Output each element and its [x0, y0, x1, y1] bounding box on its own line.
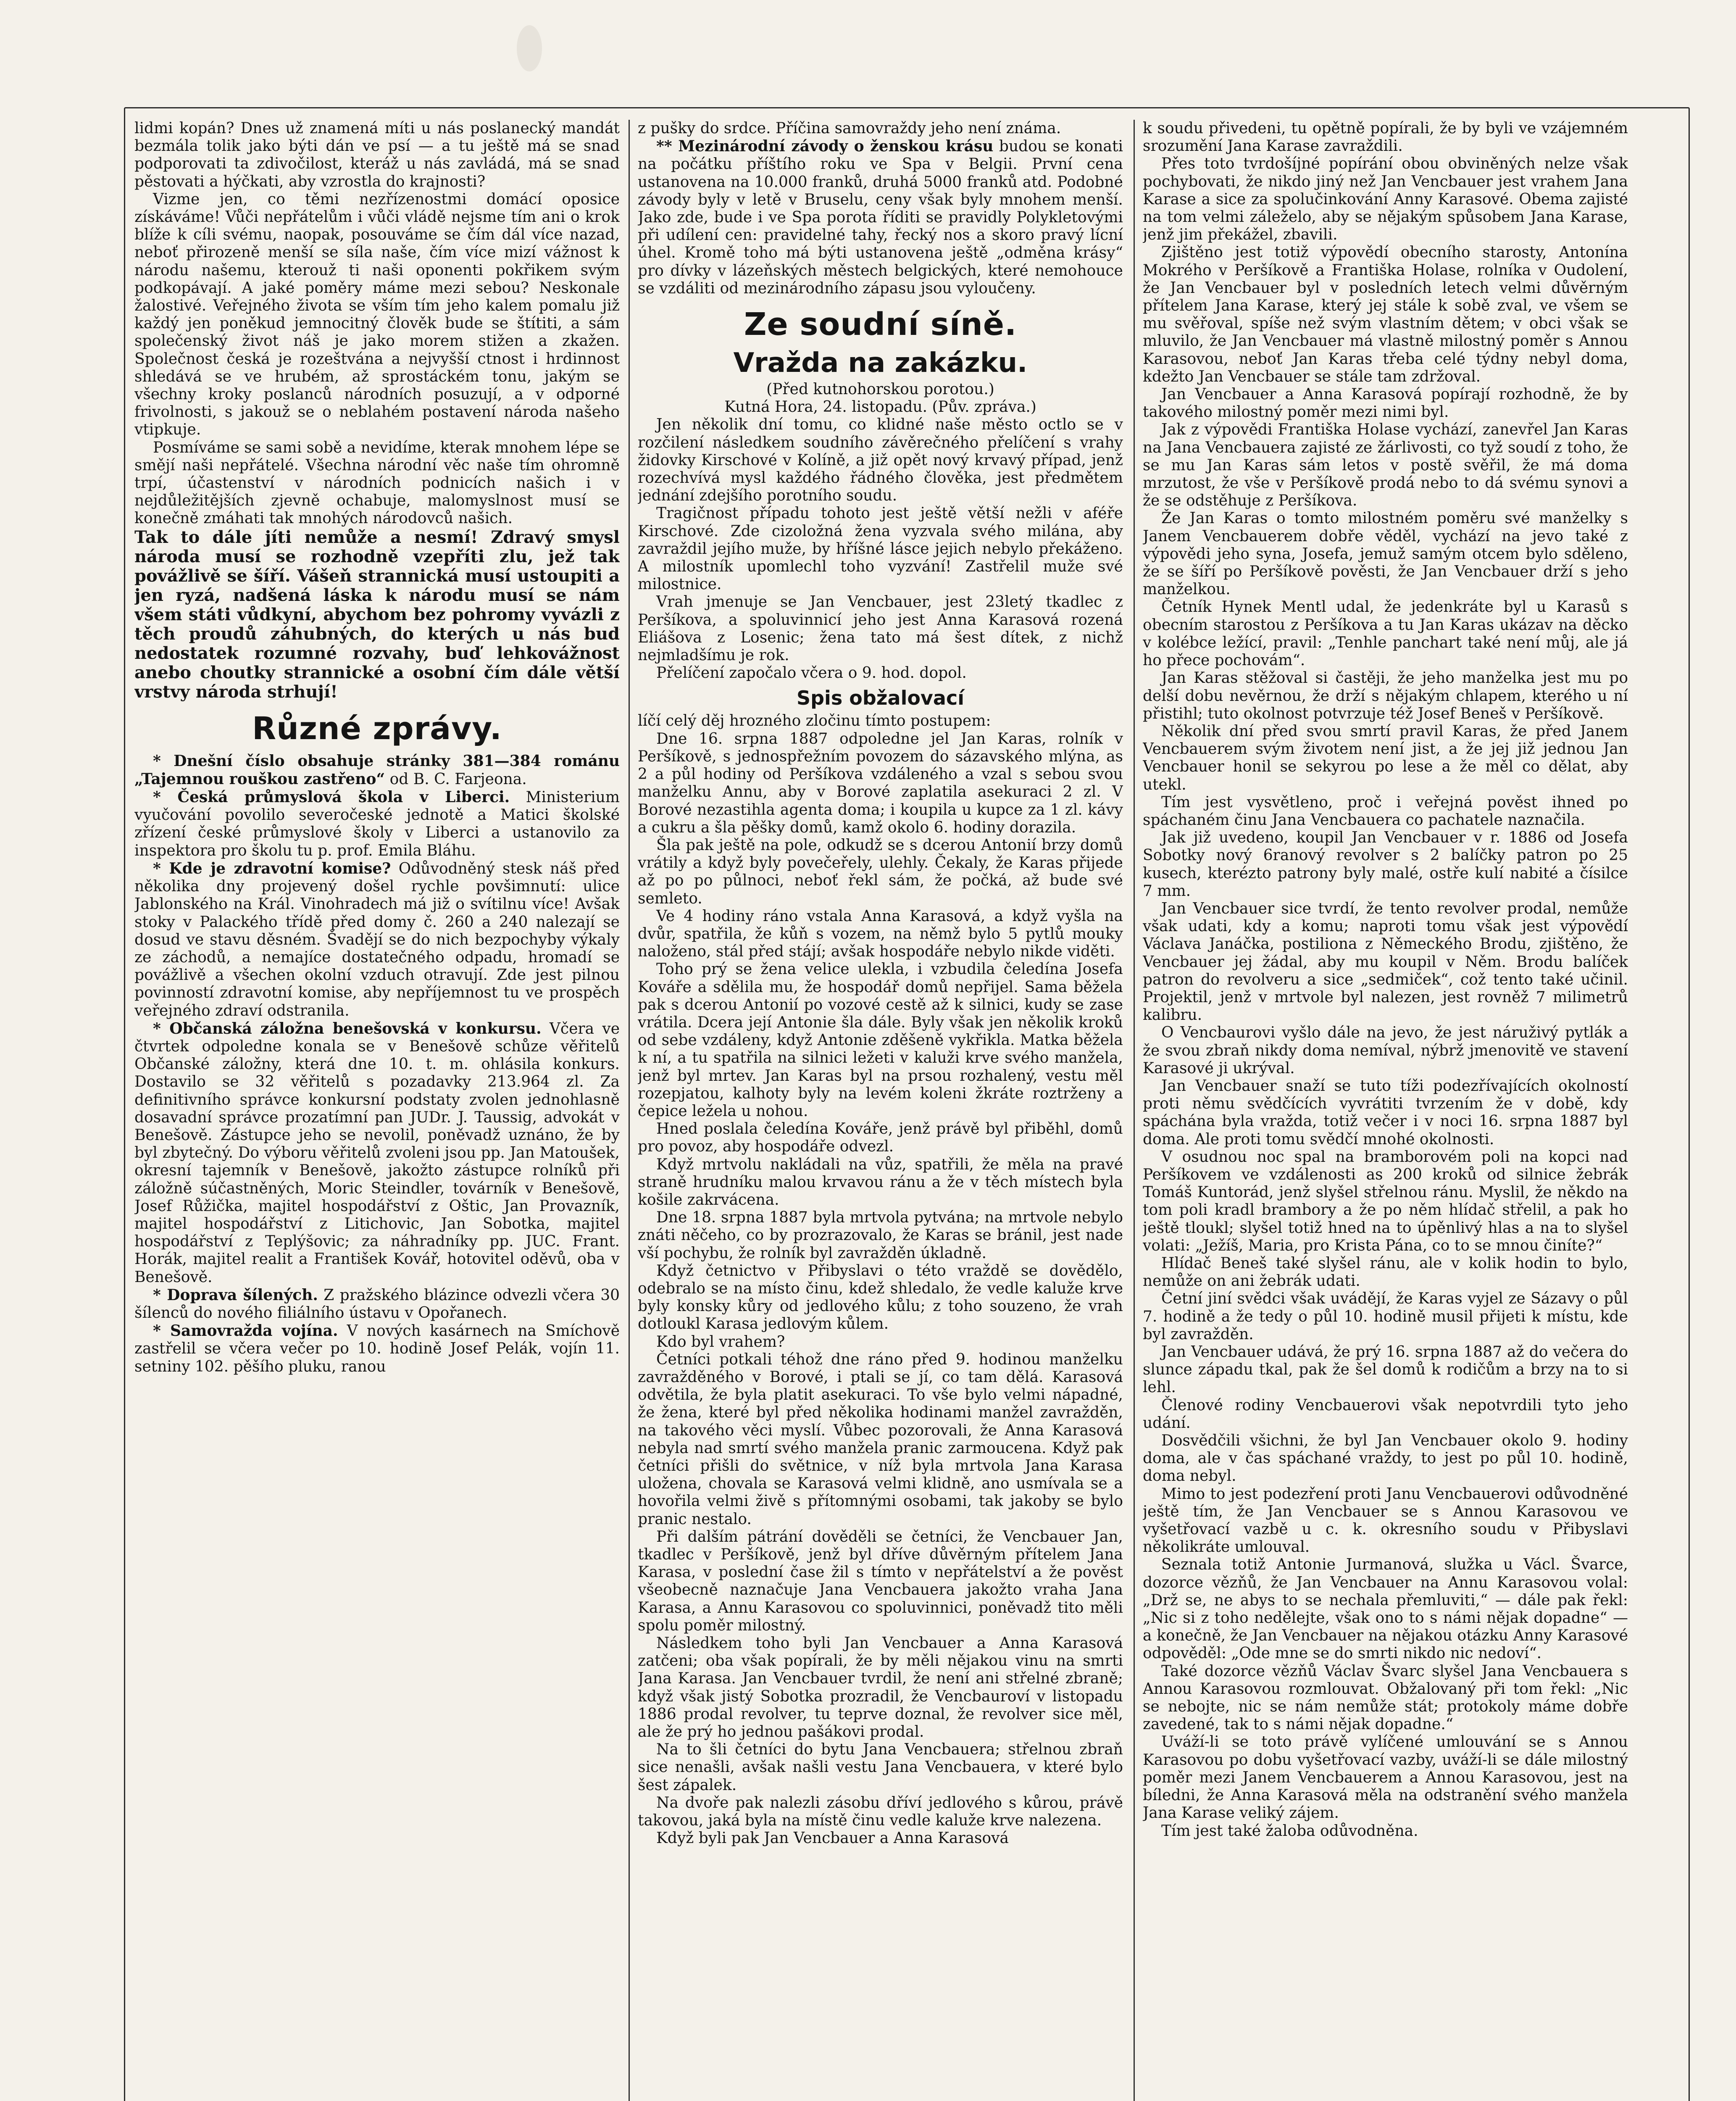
article-dateline: Kutná Hora, 24. listopadu. (Pův. zpráva.) [724, 398, 1036, 416]
article-paragraph: Posmíváme se sami sobě a nevidíme, kterak mnohem lépe se smějí naši nepřátelé. Všechna národní věc naše tím ohromně trpí, účastenství v národních podnicích našich i v nejdůležitějších zjevně ochabuje, malomyslnost musí se konečně zmáhati tak mnohých národovců našich. [134, 439, 620, 527]
article-paragraph: Šla pak ještě na pole, odkudž se s dcerou Antonií brzy domů vrátily a když byly povečeřely, ulehly. Čekaly, že Karas přijede až po po půlnoci, neboť řekl sám, že počká, až bude své semleto. [638, 836, 1123, 907]
article-paragraph: Při dalším pátrání dověděli se četníci, že Vencbauer Jan, tkadlec v Peršíkově, jenž byl dříve důvěrným přítelem Jana Karasa, v poslední čase žil s tímto v nepřátelství a že pověst všeobecně naznačuje Jana Vencbauera jakožto vraha Jana Karasa, a Annu Karasovou co spoluvinnici, poněvadž tito měli spolu poměr milostný. [638, 1528, 1123, 1634]
column-left [134, 120, 620, 2101]
news-item-lead: * Česká průmyslová škola v Liberci. [153, 788, 510, 806]
news-item-text: od B. C. Farjeona. [385, 770, 527, 788]
article-paragraph: Toho prý se žena velice ulekla, i vzbudila čeledína Josefa Kováře a sdělila mu, že hospodář domů nepřijel. Sama běžela pak s dcerou Antonií po vozové cestě až k silnici, kudy se zase vrátila. Dcera její Antonie šla dále. Byly však jen několik kroků od sebe vzdáleny, když Antonie zděšeně vykřikla. Matka běžela k ní, a tu spatřila na silnici ležeti v kaluži krve svého manžela, jenž byl mrtev. Jan Karas byl na prsou rozhalený, vestu měl rozepjatou, kalhoty byly na levém koleni žkráte roztrženy a čepice ležela u nohou. [638, 961, 1123, 1120]
article-subheading: Spis obžalovací [797, 687, 964, 710]
article-paragraph: Vizme jen, co těmi nezřízenostmi domácí oposice získáváme! Vůči nepřátelům i vůči vládě nejsme tím ani o krok blíže k cíli svému, naopak, posouváme se čím dál více nazad, neboť přirozeně menší se síla naše, čím více mizí vážnost k národu našemu, kterouž ti naši oponenti pokřikem svým podkopávají. A jaké poměry máme mezi sebou? Neskonale žalostivé. Veřejného života se vším tím jeho kalem pomalu již každý jen poněkud jemnocitný člověk bude se štítiti, a sám společenský život náš je jako morem stižen a zkažen. Společnost česká je rozeštvána a nejvyšší ctnost i hrdinnost shledává se ve hrubém, až sprostáckém tonu, jakým se všechny kroky poslanců národních posuzují, a v odporné frivolnosti, s jakouž se o neblahém postavení národa našeho vtipkuje. [134, 190, 620, 439]
article-paragraph: Četní jiní svědci však uvádějí, že Karas vyjel ze Sázavy o půl 7. hodině a že tedy o půl 10. hodině musil přijeti k místu, kde byl zavražděn. [1143, 1290, 1628, 1343]
news-item [638, 137, 1123, 298]
news-item-lead: * Doprava šílených. [153, 1286, 318, 1304]
article-court-note: (Před kutnohorskou porotou.) [766, 381, 994, 398]
news-item [134, 1020, 620, 1286]
news-item-lead: * Občanská záložna benešovská v konkursu. [153, 1019, 542, 1037]
article-paragraph: Zjištěno jest totiž výpovědí obecního starosty, Antonína Mokrého v Peršíkově a Františka Holase, rolníka v Oudolení, že Jan Vencbauer byl v posledních letech velmi důvěrným přítelem Jana Karase, který jej stále k sobě zval, ve všem se mu svěřoval, spíše než svým vlastním dětem; v obci však se mluvilo, že Jan Vencbauer má vlastně milostný poměr s Annou Karasovou, neboť Jan Karas třeba celé týdny nebyl doma, kdežto Jan Vencbauer se stále tam zdržoval. [1143, 244, 1628, 385]
article-paragraph: Uváží-li se toto právě vylíčené umlouvání se s Annou Karasovou po dobu vyšetřovací vazby, uváží-li se dále milostný poměr mezi Janem Vencbauerem a Annou Karasovou, jest na bíledni, že Anna Karasová měla na odstranění svého manžela Jana Karase veliký zájem. [1143, 1733, 1628, 1822]
news-item [134, 752, 620, 788]
article-paragraph: Jan Vencbauer udává, že prý 16. srpna 1887 až do večera do slunce západu tkal, pak že šel domů k rodičům a brzy na to si lehl. [1143, 1343, 1628, 1396]
section-heading-news: Různé zprávy. [252, 710, 502, 747]
article-paragraph: Přes toto tvrdošíjné popírání obou obviněných nelze však pochybovati, že nikdo jiný než Jan Vencbauer jest vrahem Jana Karase a sice za spolučinkování Anny Karasové. Obema zajisté na tom velmi záleželo, aby se nějakým spůsobem Jana Karase, jenž jim překážel, zbavili. [1143, 155, 1628, 244]
article-paragraph: Mimo to jest podezření proti Janu Vencbauerovi odůvodněné ještě tím, že Jan Vencbauer se s Annou Karasovou ve vyšetřovací vazbě u c. k. okresního soudu v Přibyslavi několikráte umlouval. [1143, 1485, 1628, 1556]
article-paragraph: Ve 4 hodiny ráno vstala Anna Karasová, a když vyšla na dvůr, spatřila, že kůň s vozem, na němž bylo 5 pytlů mouky naloženo, stál před stájí; avšak hospodáře nebylo nikde viděti. [638, 907, 1123, 961]
column-rule-right [1134, 120, 1135, 2101]
article-paragraph: Tím jest také žaloba odůvodněna. [1161, 1822, 1418, 1840]
article-paragraph: Hlídač Beneš také slyšel ránu, ale v kolik hodin to bylo, nemůže on ani žebrák udati. [1143, 1255, 1628, 1290]
article-paragraph: Vrah jmenuje se Jan Vencbauer, jest 23letý tkadlec z Peršíkova, a spoluvinnicí jeho jest Anna Karasová rozená Eliášova z Losenic; žena tato má šest dítek, z nichž nejmladšímu je rok. [638, 593, 1123, 664]
article-paragraph: Seznala totiž Antonie Jurmanová, služka u Václ. Švarce, dozorce vězňů, že Jan Vencbauer na Annu Karasovou volal: „Drž se, ne abys to se nechala přemluviti,“ — dále pak řekl: „Nic si z toho nedělejte, však ono to s námi nějak dopadne“ — a konečně, že Jan Vencbauer na nějakou otázku Anny Karasové odpověděl: „Ode mne se do smrti nikdo nic nedoví“. [1143, 1556, 1628, 1662]
article-paragraph: Když četnictvo v Přibyslavi o této vraždě se dovědělo, odebralo se na místo činu, kdež shledalo, že vedle kaluže krve byly konsky kůry od jedlového kůlu; z toho souzeno, že vrah dotloukl Karasa jedlovým kůlem. [638, 1262, 1123, 1333]
article-paragraph: Když mrtvolu nakládali na vůz, spatřili, že měla na pravé straně hrudníku malou krvavou ránu a že v těch místech byla košile zakrvácena. [638, 1156, 1123, 1208]
article-paragraph: Několik dní před svou smrtí pravil Karas, že před Janem Vencbauerem svým životem není jist, a že jej již jednou Jan Vencbauer honil se sekyrou po lese a že měl co dělat, aby utekl. [1143, 722, 1628, 793]
article-paragraph: Hned poslala čeledína Kováře, jenž právě byl přiběhl, domů pro povoz, aby hospodáře odvezl. [638, 1120, 1123, 1156]
news-item-text: Z pražského blázince odvezli včera 30 šílenců do nového filiálního ústavu v Opořanech. [134, 1286, 620, 1322]
column-middle [638, 120, 1123, 2101]
news-item-lead: * Dnešní číslo obsahuje stránky 381—384 románu „Tajemnou rouškou zastřeno“ [134, 752, 620, 788]
news-item [134, 1286, 620, 1322]
article-paragraph: k soudu přivedeni, tu opětně popírali, že by byli ve vzájemném srozumění Jana Karase zavraždili. [1143, 120, 1628, 155]
article-bold-conclusion: Tak to dále jíti nemůže a nesmí! Zdravý smysl národa musí se rozhodně vzepříti zlu, jež tak povážlivě se šíří. Vášeň strannická musí ustoupiti a jen ryzá, nadšená láska k národu musí se nám všem státi vůdkyní, abychom bez pohromy vyvázli z těch proudů záhubných, do kterých u nás buď nedostatek rozumné rozvahy, buď lehkovážnost anebo choutky strannické a osobní čím dále větší vrstvy národa strhují! [134, 527, 620, 702]
article-paragraph: Dne 18. srpna 1887 byla mrtvola pytvána; na mrtvole nebylo znáti něčeho, co by prozrazovalo, že Karas se bránil, jest nade vší pochybu, že rolník byl zavražděn úkladně. [638, 1209, 1123, 1262]
article-paragraph: Jan Karas stěžoval si častěji, že jeho manželka jest mu po delší dobu nevěrnou, že drží s nějakým chlapem, kterého u ní přistihl; tuto okolnost potvrzuje též Josef Beneš v Peršíkově. [1143, 669, 1628, 722]
news-item-text: Ministerium vyučování povolilo severočeské jednotě a Matici školské zřízení české průmyslové školy v Liberci a ustanovilo za inspektora pro školu tu p. prof. Emila Bláhu. [134, 789, 620, 859]
news-item [134, 788, 620, 860]
news-item-text: Odůvodněný stesk náš před několika dny projevený došel rychle povšimnutí: ulice Jablonského na Král. Vinohradech má již o svítilnu více! Avšak stoky v Palackého třídě před domy č. 260 a 240 nalezají se dosud ve stavu děsném. Švadějí se do nich bezpochyby výkaly ze záchodů, a nemajíce dostatečného odpadu, hromadí se povážlivě a všechen okolní vzduch otravují. Zde jest pilnou povinností zdravotní komise, aby nepříjemnost tu ve prospěch veřejného zdraví odstranila. [134, 860, 620, 1019]
article-paragraph: Dosvědčili všichni, že byl Jan Vencbauer okolo 9. hodiny doma, ale v čas spáchané vraždy, to jest po půl 10. hodině, doma nebyl. [1143, 1432, 1628, 1485]
section-heading-court: Ze soudní síně. [744, 306, 1017, 343]
article-paragraph: Následkem toho byli Jan Vencbauer a Anna Karasová zatčeni; oba však popírali, že by měli nějakou vinu na smrti Jana Karasa. Jan Vencbauer tvrdil, že není ani střelné zbraně; když však jistý Sobotka prozradil, že Vencbauroví v listopadu 1886 prodal revolver, tu teprve doznal, že revolver sice měl, ale že prý ho jednou pašákovi prodal. [638, 1635, 1123, 1741]
article-paragraph: Na dvoře pak nalezli zásobu dříví jedlového s kůrou, právě takovou, jaká byla na místě činu vedle kaluže krve nalezena. [638, 1794, 1123, 1830]
article-paragraph: Četník Hynek Mentl udal, že jedenkráte byl u Karasů s obecním starostou z Peršíkova a tu Jan Karas ukázav na děcko v kolébce ležící, pravil: „Tenhle panchart také není můj, ale já ho přece pochovám“. [1143, 598, 1628, 669]
article-paragraph: Tím jest vysvětleno, proč i veřejná pověst ihned po spáchaném činu Jana Vencbauera co pachatele naznačila. [1143, 793, 1628, 829]
article-paragraph: Jen několik dní tomu, co klidné naše město octlo se v rozčilení následkem soudního závěrečného přelíčení s vrahy židovky Kirschové v Kolíně, a již opět nový krvavý případ, jenž rozechvívá mysl každého řádného člověka, jest předmětem jednání zdejšího porotního soudu. [638, 416, 1123, 505]
article-paragraph: Jan Vencbauer a Anna Karasová popírají rozhodně, že by takového milostný poměr mezi nimi byl. [1143, 386, 1628, 421]
article-paragraph: Dne 16. srpna 1887 odpoledne jel Jan Karas, rolník v Peršíkově, s jednospřežním povozem do sázavského mlýna, as 2 a půl hodiny od Peršíkova vzdáleného a vzal s sebou svou manželku Annu, aby v Borové zaplatila asekuraci 2 zl. V Borové nezastihla agenta doma; i koupila u kupce za 1 zl. kávy a cukru a šla pěšky domů, kamž okolo 6. hodiny dorazila. [638, 730, 1123, 836]
article-paragraph: Jan Vencbauer snaží se tuto tíži podezřívajících okolností proti němu svědčících vyvrátiti tvrzením že v době, kdy spáchána byla vražda, totiž večer i v noci 16. srpna 1887 byl doma. Ale proti tomu svědčí mnohé okolnosti. [1143, 1077, 1628, 1148]
news-item-text: budou se konati na počátku příštího roku ve Spa v Belgii. První cena ustanovena na 10.000 franků, druhá 5000 franků atd. Podobné závody byly v letě v Bruselu, ceny však byly mnohem menší. Jako zde, bude i ve Spa porota říditi se pravidly Polykletovými při udílení cen: pravidelné tahy, řecký nos a skoro pravý lícní úhel. Kromě toho má býti ustanovena ještě „odměna krásy“ pro dívky v lázeňských městech belgických, které nemohouce se vzdáliti od mezinárodního zápasu jsou vyloučeny. [638, 138, 1123, 297]
article-paragraph: Jak již uvedeno, koupil Jan Vencbauer v r. 1886 od Josefa Sobotky nový 6ranový revolver s 2 balíčky patron po 25 kusech, kterézto patrony byly malé, ostře kulí nabité a čísilce 7 mm. [1143, 829, 1628, 900]
news-item-lead: ** Mezinárodní závody o ženskou krásu [656, 137, 994, 155]
article-paragraph: V osudnou noc spal na bramborovém poli na kopci nad Peršíkovem ve vzdálenosti as 200 kroků od silnice žebrák Tomáš Kuntorád, jenž slyšel střelnou ránu. Myslil, že někdo na tom poli kradl brambory a že po něm hlídač střelil, a pak ho ještě tloukl; slyšel totiž hned na to úpěnlivý hlas a na to slyšel volati: „Ježíš, Maria, pro Krista Pána, co to se mnou činíte?“ [1143, 1148, 1628, 1254]
article-title: Vražda na zakázku. [733, 348, 1028, 379]
news-item-lead: * Samovražda vojína. [153, 1322, 338, 1340]
news-item-text: Včera ve čtvrtek odpoledne konala se v Benešově schůze věřitelů Občanské záložny, která dne 10. t. m. ohlásila konkurs. Dostavilo se 32 věřitelů s pozadavky 213.964 zl. Za definitivního správce konkursní podstaty zvolen jednohlasně dosavadní správce prozatímní pan JUDr. J. Taussig, advokát v Benešově. Zástupce jeho se nevolil, poněvadž uznáno, že by byl zbytečný. Do výboru věřitelů zvoleni jsou pp. Jan Matoušek, okresní tajemník v Benešově, jakožto zástupce rolníků při záložně súčastněných, Moric Steindler, továrník v Benešově, Josef Růžička, majitel hospodářství z Oštic, Jan Provazník, majitel hospodářství z Litichovic, Jan Sobotka, majitel hospodářství z Teplýšovic; za náhradníky pp. JUC. Frant. Horák, majitel realit a František Kovář, hotovitel oděvů, oba v Benešově. [134, 1020, 620, 1286]
article-paragraph: Když byli pak Jan Vencbauer a Anna Karasová [656, 1830, 1009, 1847]
article-paragraph: z pušky do srdce. Příčina samovraždy jeho není známa. [638, 120, 1061, 137]
news-item [134, 860, 620, 1020]
news-item-text: V nových kasárnech na Smíchově zastřelil se včera večer po 10. hodině Josef Pelák, vojín 11. setniny 102. pěšího pluku, ranou [134, 1322, 620, 1375]
article-paragraph: Jan Vencbauer sice tvrdí, že tento revolver prodal, nemůže však udati, kdy a komu; naproti tomu však jest výpovědí Václava Janáčka, postiliona z Německého Brodu, zjištěno, že Vencbauer jej žádal, aby mu koupil v Něm. Brodu balíček patron do revolveru a sice „sedmiček“, což tento také učinil. Projektil, jenž v mrtvole byl nalezen, jest rovněž 7 milimetrů kalibru. [1143, 900, 1628, 1024]
column-rule-left [629, 120, 630, 2101]
column-right [1143, 120, 1628, 2101]
article-paragraph: O Vencbaurovi vyšlo dále na jevo, že jest náruživý pytlák a že svou zbraň nikdy doma nemíval, nýbrž jmenovitě ve stavení Karasové ji ukrýval. [1143, 1024, 1628, 1077]
article-paragraph: Kdo byl vrahem? [656, 1333, 785, 1351]
article-paragraph: Na to šli četníci do bytu Jana Vencbauera; střelnou zbraň sice nenašli, avšak našli vestu Jana Vencbauera, v které bylo šest zápalek. [638, 1741, 1123, 1794]
article-paragraph: lidmi kopán? Dnes už znamená míti u nás poslanecký mandát bezmála tolik jako býti dán ve psí — a tu ještě má se snad podporovati ta zdivočilost, kteráž u nás zavládá, má se snad pěstovati a hýčkati, aby vzrostla do krajnosti? [134, 120, 620, 190]
news-item [134, 1322, 620, 1376]
article-paragraph: Četníci potkali téhož dne ráno před 9. hodinou manželku zavražděného v Borové, i ptali se jí, co tam dělá. Karasová odvětila, že byla platit asekuraci. To vše bylo velmi nápadné, že žena, které byl před několika hodinami manžel zavražděn, na takového věci myslí. Vůbec pozorovali, že Anna Karasová nebyla nad smrtí svého manžela pranic zarmoucena. Když pak četníci přišli do světnice, v níž byla mrtvola Jana Karasa uložena, chovala se Karasová velmi klidně, ano usmívala se a hovořila velmi živě s přítomnými osobami, tak jakoby se bylo pranic nestalo. [638, 1351, 1123, 1528]
news-item-lead: * Kde je zdravotní komise? [153, 859, 391, 877]
article-paragraph: Přelíčení započalo včera o 9. hod. dopol. [656, 664, 967, 682]
paper-stain [517, 25, 542, 71]
article-paragraph: Že Jan Karas o tomto milostném poměru své manželky s Janem Vencbauerem dobře věděl, vychází na jevo také z výpovědi jeho syna, Josefa, jemuž samým otcem bylo sděleno, že se šíří po Peršíkově pověsti, že Jan Vencbauer drží s jeho manželkou. [1143, 510, 1628, 598]
article-paragraph: Také dozorce vězňů Václav Švarc slyšel Jana Vencbauera s Annou Karasovou rozmlouvat. Obžalovaný při tom řekl: „Nic se nebojte, nic se nám nemůže stát; protokoly máme dobře zavedené, tak to s námi nějak dopadne.“ [1143, 1662, 1628, 1733]
article-paragraph: líčí celý děj hrozného zločinu tímto postupem: [638, 712, 991, 730]
article-paragraph: Členové rodiny Vencbauerovi však nepotvrdili tyto jeho udání. [1143, 1396, 1628, 1432]
article-paragraph: Jak z výpovědi Františka Holase vychází, zanevřel Jan Karas na Jana Vencbauera zajisté ze žárlivosti, co tyž soudí z toho, že se mu Jan Karas sám letos v postě svěřil, že má doma mrzutost, že vše v Peršíkově prodá nebo to dá svému synovi a že se odstěhuje z Peršíkova. [1143, 421, 1628, 510]
article-paragraph: Tragičnost případu tohoto jest ještě větší nežli v aféře Kirschové. Zde cizoložná žena vyzvala svého milána, aby zavraždil jejího muže, by hříšné lásce jejich nebylo překáženo. A milostník upomlechl toho vyzvání! Zastřelil muže své milostnice. [638, 505, 1123, 593]
